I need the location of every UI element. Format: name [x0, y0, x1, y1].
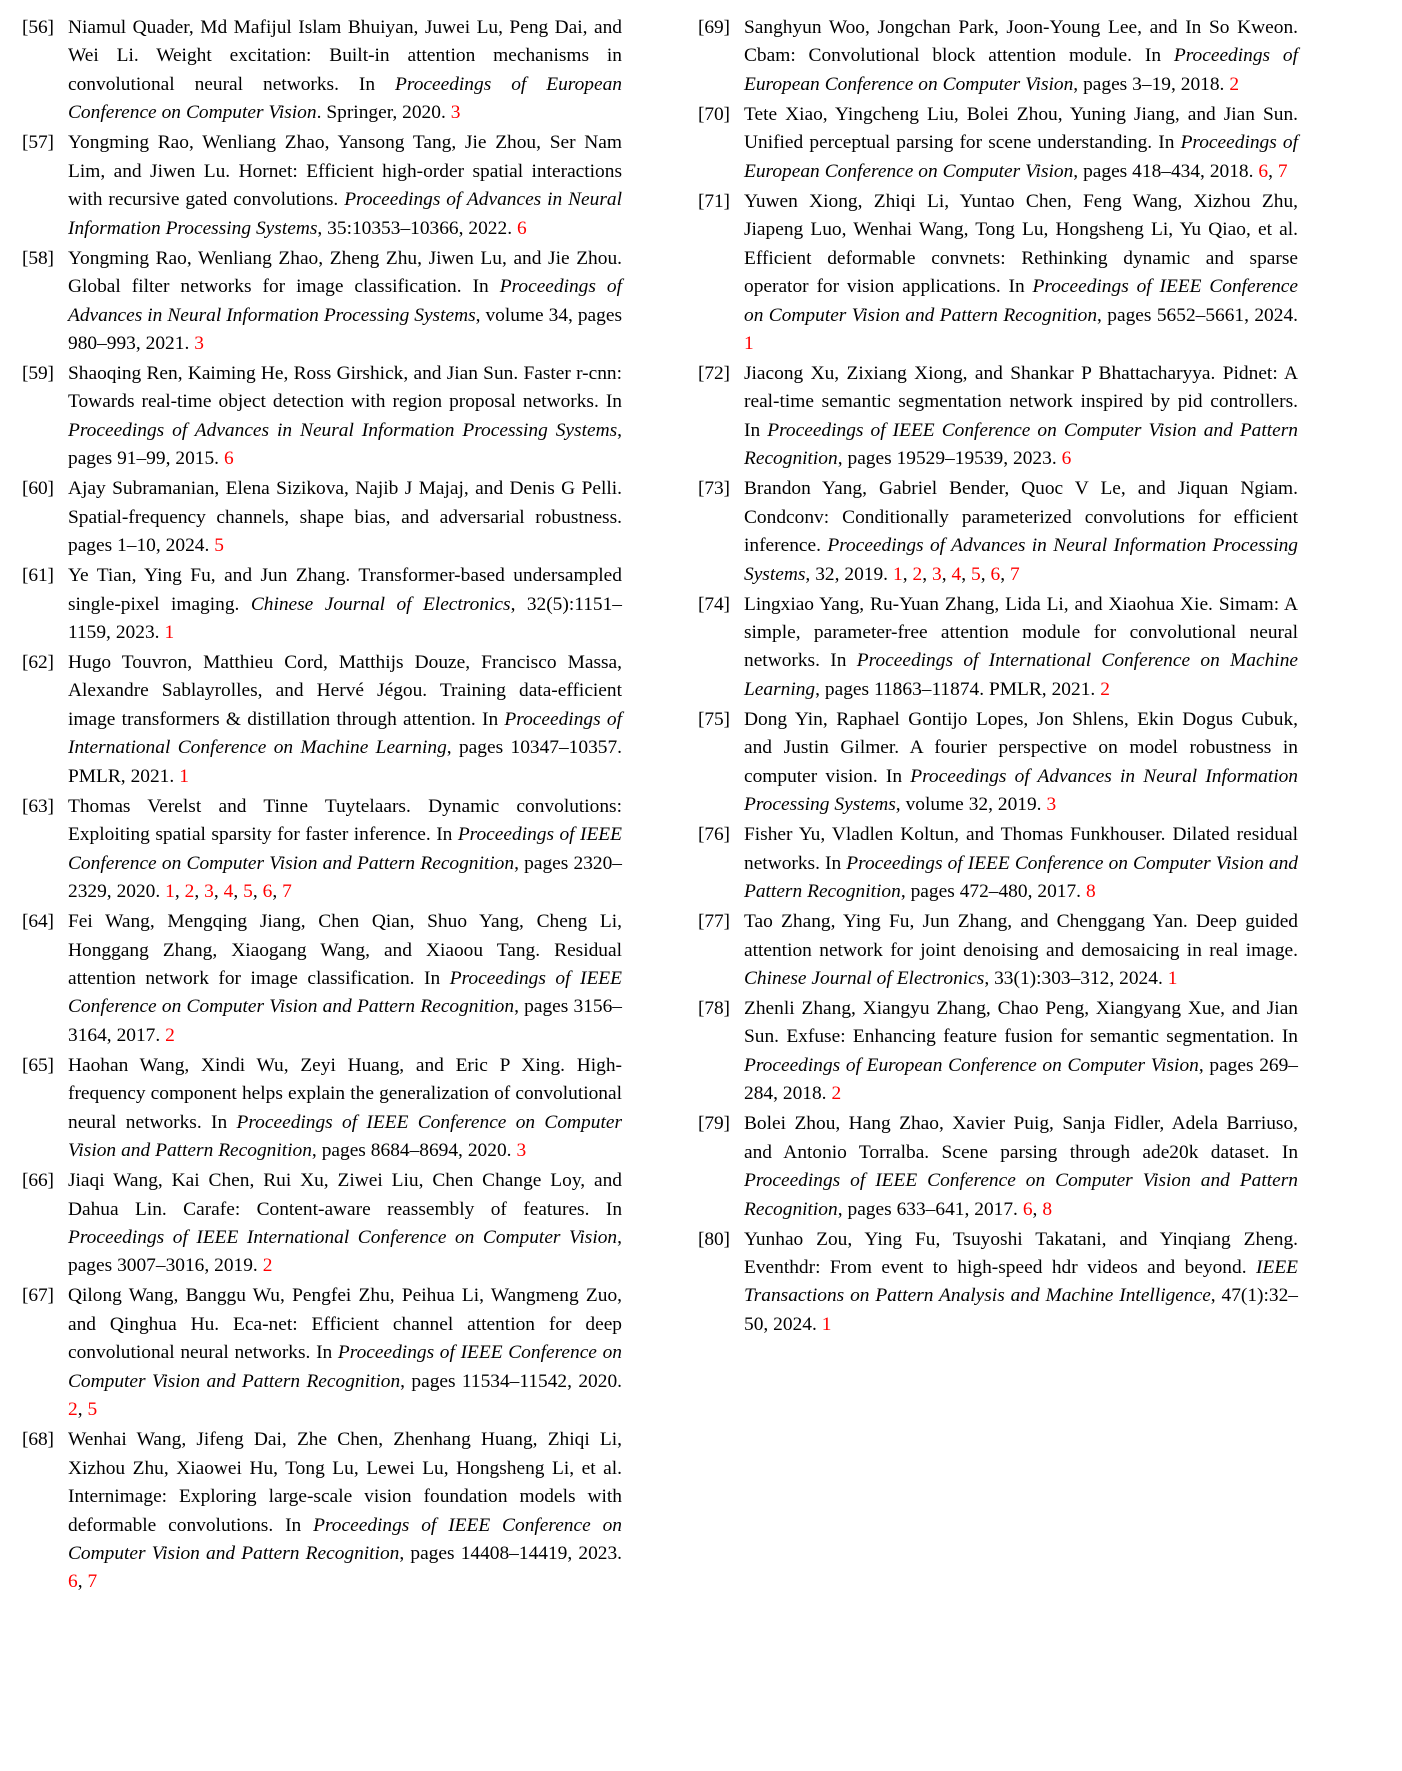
reference-text: [744, 14, 1298, 99]
reference-title: Dynamic convolutions: Exploiting spatial sparsity for faster inference.: [68, 795, 622, 846]
back-reference-separator: ,: [922, 563, 932, 585]
reference-venue-prefix: In: [825, 852, 842, 874]
back-reference-link[interactable]: 2: [831, 1083, 842, 1105]
bibliography-entry: [698, 591, 1298, 705]
back-reference-separator: ,: [194, 881, 205, 903]
reference-title: Weight excitation: Built-in attention mechanisms in convolutional neural networks.: [68, 45, 622, 95]
reference-authors: Ajay Subramanian, Elena Sizikova, Najib J Majaj, and Denis G Pelli.: [68, 478, 622, 500]
reference-suffix: , volume 34, pages 980–993, 2021.: [68, 304, 623, 354]
reference-text: [744, 101, 1298, 186]
reference-venue: Proceedings of IEEE Conference on Computer Vision and Pattern Recognition: [68, 824, 623, 874]
back-reference-link[interactable]: 2: [68, 1399, 78, 1421]
reference-number: [72]: [698, 362, 730, 384]
reference-venue: Chinese Journal of Electronics: [250, 593, 511, 615]
reference-text: [744, 1110, 1298, 1224]
back-reference-separator: ,: [272, 881, 283, 903]
reference-title: Spatial-frequency channels, shape bias, and adversarial robustness.: [68, 506, 622, 528]
reference-suffix: . Springer, 2020.: [316, 102, 446, 124]
reference-venue-prefix: In: [436, 824, 453, 846]
reference-number: [62]: [22, 651, 54, 673]
reference-authors: Dong Yin, Raphael Gontijo Lopes, Jon Shlens, Ekin Dogus Cubuk, and Justin Gilmer.: [744, 708, 1298, 759]
reference-venue: Proceedings of IEEE Conference on Computer Vision and Pattern Recognition: [68, 1111, 622, 1162]
back-reference-separator: ,: [174, 881, 185, 903]
reference-number: [79]: [698, 1113, 730, 1135]
back-reference-separator: ,: [213, 881, 224, 903]
reference-venue: Proceedings of Advances in Neural Information Processing Systems: [68, 276, 622, 326]
reference-venue-prefix: In: [605, 391, 622, 413]
reference-suffix: , pages 19529–19539, 2023.: [837, 448, 1057, 470]
back-reference-link[interactable]: 6: [1258, 160, 1269, 182]
back-reference-link[interactable]: 1: [165, 881, 175, 903]
bibliography-entry: [698, 101, 1298, 186]
reference-text: [68, 360, 622, 474]
back-reference-link[interactable]: 3: [194, 332, 204, 354]
reference-suffix: , pages 10347–10357. PMLR, 2021.: [68, 737, 622, 787]
reference-number: [78]: [698, 997, 730, 1019]
reference-title: Eca-net: Efficient channel attention for deep convolutional neural networks.: [68, 1313, 622, 1364]
reference-text: [744, 1226, 1298, 1340]
reference-text: [68, 14, 622, 128]
reference-venue: Proceedings of European Conference on Computer Vision: [68, 73, 622, 124]
back-reference-separator: ,: [233, 881, 244, 903]
bibliography-entry: [698, 188, 1298, 359]
reference-suffix: , pages 5652–5661, 2024.: [1097, 304, 1298, 326]
reference-venue-prefix: In: [1158, 132, 1175, 154]
reference-venue-prefix: In: [1281, 1141, 1299, 1163]
bibliography-entry: [22, 649, 622, 791]
reference-authors: Wenhai Wang, Jifeng Dai, Zhe Chen, Zhenhang Huang, Zhiqi Li, Xizhou Zhu, Xiaowei Hu, Tong Lu, Lewei Lu, Hongsheng Li, et al.: [68, 1429, 622, 1479]
reference-title: Deep guided attention network for joint denoising and demosaicing in real image.: [744, 911, 1299, 961]
reference-venue-prefix: In: [1281, 1026, 1298, 1048]
reference-authors: Qilong Wang, Banggu Wu, Pengfei Zhu, Peihua Li, Wangmeng Zuo, and Qinghua Hu.: [68, 1285, 622, 1335]
reference-venue-prefix: In: [424, 967, 441, 989]
reference-number: [67]: [22, 1285, 54, 1307]
back-reference-separator: ,: [1032, 1198, 1043, 1220]
back-reference-separator: ,: [252, 881, 263, 903]
reference-authors: Thomas Verelst and Tinne Tuytelaars.: [68, 795, 411, 817]
reference-suffix: , pages 11534–11542, 2020.: [400, 1370, 622, 1392]
back-reference-separator: ,: [77, 1399, 88, 1421]
reference-venue-prefix: In: [211, 1111, 228, 1133]
reference-venue-prefix: In: [316, 1342, 333, 1364]
reference-number: [76]: [698, 824, 730, 846]
left-column: [22, 14, 622, 1598]
back-reference-link[interactable]: 5: [243, 881, 253, 903]
reference-venue-prefix: In: [285, 1514, 302, 1536]
reference-authors: Zhenli Zhang, Xiangyu Zhang, Chao Peng, Xiangyang Xue, and Jian Sun.: [744, 997, 1298, 1048]
reference-suffix: , 33(1):303–312, 2024.: [984, 967, 1163, 989]
back-reference-link[interactable]: 7: [282, 881, 292, 903]
reference-venue-prefix: In: [482, 708, 499, 730]
reference-text: [68, 1426, 622, 1597]
reference-venue: Proceedings of European Conference on Computer Vision: [744, 45, 1299, 95]
reference-title: High-frequency component helps explain the generalization of convolutional neural networks.: [68, 1054, 622, 1133]
reference-suffix: , 35:10353–10366, 2022.: [317, 217, 513, 239]
reference-text: [68, 562, 622, 647]
reference-number: [73]: [698, 478, 730, 500]
reference-suffix: , pages 633–641, 2017.: [837, 1198, 1018, 1220]
reference-text: [68, 245, 622, 359]
reference-text: [744, 188, 1298, 359]
reference-authors: Tete Xiao, Yingcheng Liu, Bolei Zhou, Yuning Jiang, and Jian Sun.: [744, 103, 1298, 125]
reference-authors: Lingxiao Yang, Ru-Yuan Zhang, Lida Li, and Xiaohua Xie.: [744, 593, 1213, 615]
bibliography-entry: [698, 1226, 1298, 1340]
reference-suffix: , pages 14408–14419, 2023.: [399, 1543, 622, 1565]
reference-venue: Proceedings of IEEE International Conference on Computer Vision: [68, 1227, 618, 1249]
reference-title: Global filter networks for image classification.: [68, 276, 462, 298]
bibliography-entry: [22, 562, 622, 647]
reference-text: [744, 821, 1298, 906]
reference-text: [744, 706, 1298, 820]
reference-authors: Jiaqi Wang, Kai Chen, Rui Xu, Ziwei Liu, Chen Change Loy, and Dahua Lin.: [68, 1170, 622, 1220]
reference-text: [744, 908, 1298, 993]
back-reference-link[interactable]: 6: [1022, 1198, 1033, 1220]
reference-text: [744, 360, 1298, 474]
bibliography-entry: [698, 908, 1298, 993]
reference-text: [68, 475, 622, 560]
reference-title: Hornet: Efficient high-order spatial interactions with recursive gated convolutions.: [68, 160, 622, 211]
back-reference-link[interactable]: 1: [179, 765, 189, 787]
bibliography-entry: [22, 1426, 622, 1597]
reference-text: [68, 908, 622, 1050]
reference-venue-prefix: In: [1008, 276, 1025, 298]
back-reference-link[interactable]: 6: [990, 563, 1001, 585]
bibliography-entry: [698, 706, 1298, 820]
reference-title: Faster r-cnn: Towards real-time object detection with region proposal networks.: [68, 362, 622, 413]
back-reference-separator: ,: [980, 563, 991, 585]
back-reference-link[interactable]: 2: [912, 563, 923, 585]
reference-suffix: , 32, 2019.: [805, 563, 889, 585]
back-reference-link[interactable]: 5: [970, 563, 981, 585]
reference-venue: Proceedings of IEEE Conference on Computer Vision and Pattern Recognition: [744, 852, 1298, 903]
reference-number: [65]: [22, 1054, 54, 1076]
reference-suffix: , pages 3007–3016, 2019.: [68, 1227, 622, 1277]
reference-authors: Fisher Yu, Vladlen Koltun, and Thomas Funkhouser.: [744, 824, 1166, 846]
reference-title: Eventhdr: From event to high-speed hdr videos and beyond.: [744, 1256, 1247, 1278]
reference-suffix: , pages 91–99, 2015.: [68, 419, 622, 470]
reference-number: [74]: [698, 593, 730, 615]
back-reference-separator: ,: [77, 1571, 88, 1593]
bibliography-entry: [698, 360, 1298, 474]
back-reference-link[interactable]: 4: [223, 881, 234, 903]
back-reference-link[interactable]: 3: [450, 102, 461, 124]
reference-title: A fourier perspective on model robustness in computer vision.: [744, 737, 1298, 787]
reference-venue: Proceedings of Advances in Neural Information Processing Systems: [744, 535, 1298, 585]
reference-title: Cbam: Convolutional block attention module.: [744, 45, 1132, 67]
reference-venue: Chinese Journal of Electronics: [744, 967, 985, 989]
reference-number: [61]: [22, 565, 54, 587]
reference-authors: Hugo Touvron, Matthieu Cord, Matthijs Douze, Francisco Massa, Alexandre Sablayrolles, and Hervé Jégou.: [68, 651, 622, 702]
reference-number: [60]: [22, 478, 54, 500]
reference-number: [66]: [22, 1170, 54, 1192]
reference-number: [68]: [22, 1429, 54, 1451]
reference-venue: Proceedings of Advances in Neural Information Processing Systems: [744, 765, 1298, 816]
back-reference-link[interactable]: 7: [1277, 160, 1288, 182]
reference-number: [77]: [698, 911, 730, 933]
back-reference-link[interactable]: 2: [184, 881, 195, 903]
reference-suffix: , pages 8684–8694, 2020.: [311, 1140, 512, 1162]
reference-text: [68, 1282, 622, 1424]
reference-suffix: , pages 3156–3164, 2017.: [68, 996, 622, 1046]
reference-suffix: , 47(1):32–50, 2024.: [744, 1285, 1298, 1335]
back-reference-link[interactable]: 6: [517, 217, 527, 239]
reference-number: [71]: [698, 190, 730, 212]
reference-authors: Yongming Rao, Wenliang Zhao, Yansong Tang, Jie Zhou, Ser Nam Lim, and Jiwen Lu.: [68, 132, 622, 182]
reference-venue-prefix: In: [744, 419, 761, 441]
reference-venue-prefix: In: [358, 73, 376, 95]
back-reference-link[interactable]: 1: [821, 1313, 832, 1335]
reference-authors: Yongming Rao, Wenliang Zhao, Zheng Zhu, Jiwen Lu, and Jie Zhou.: [68, 247, 622, 269]
back-reference-link[interactable]: 6: [223, 448, 234, 470]
reference-venue-prefix: In: [1144, 45, 1162, 67]
back-reference-separator: ,: [1268, 160, 1278, 182]
reference-number: [58]: [22, 247, 54, 269]
reference-suffix: pages 1–10, 2024.: [68, 535, 210, 557]
reference-number: [63]: [22, 795, 54, 817]
reference-text: [68, 129, 622, 243]
reference-text: [68, 793, 622, 907]
bibliography-entry: [22, 1282, 622, 1424]
reference-text: [744, 591, 1298, 705]
reference-number: [70]: [698, 103, 730, 125]
reference-text: [744, 475, 1298, 589]
right-column: [698, 14, 1298, 1341]
reference-title: Exfuse: Enhancing feature fusion for semantic segmentation.: [786, 1026, 1275, 1048]
reference-title: Internimage: Exploring large-scale vision foundation models with deformable convolutions.: [68, 1486, 622, 1536]
reference-authors: Yuwen Xiong, Zhiqi Li, Yuntao Chen, Feng Wang, Xizhou Zhu, Jiapeng Luo, Wenhai Wang, Tong Lu, Hongsheng Li, Yu Qiao, et al.: [744, 190, 1298, 241]
reference-authors: Jiacong Xu, Zixiang Xiong, and Shankar P Bhattacharyya.: [744, 362, 1216, 384]
reference-venue: Proceedings of IEEE Conference on Computer Vision and Pattern Recognition: [744, 276, 1298, 326]
reference-venue: Proceedings of European Conference on Computer Vision: [744, 1054, 1199, 1076]
reference-authors: Shaoqing Ren, Kaiming He, Ross Girshick, and Jian Sun.: [68, 362, 519, 384]
reference-venue: Proceedings of International Conference on Machine Learning: [68, 708, 622, 759]
reference-title: Efficient deformable convnets: Rethinking dynamic and sparse operator for vision applications.: [744, 247, 1298, 298]
reference-number: [64]: [22, 911, 54, 933]
reference-title: Simam: A simple, parameter-free attention module for convolutional neural networks.: [744, 593, 1298, 672]
reference-title: Training data-efficient image transformers & distillation through attention.: [68, 680, 622, 730]
reference-authors: Tao Zhang, Ying Fu, Jun Zhang, and Chenggang Yan.: [744, 911, 1188, 933]
reference-venue: Proceedings of IEEE Conference on Computer Vision and Pattern Recognition: [744, 419, 1299, 470]
reference-venue: Proceedings of Advances in Neural Information Processing Systems: [68, 189, 622, 239]
reference-title: Dilated residual networks.: [744, 824, 1299, 874]
bibliography-entry: [22, 129, 622, 243]
reference-title: Transformer-based undersampled single-pixel imaging.: [68, 565, 622, 615]
reference-suffix: , pages 269–284, 2018.: [744, 1054, 1298, 1105]
back-reference-link[interactable]: 5: [87, 1399, 98, 1421]
bibliography-entry: [698, 475, 1298, 589]
reference-venue: Proceedings of Advances in Neural Information Processing Systems: [68, 419, 618, 441]
two-column-layout: [22, 14, 1380, 1598]
back-reference-separator: ,: [941, 563, 952, 585]
bibliography-entry: [22, 14, 622, 128]
back-reference-link[interactable]: 1: [892, 563, 903, 585]
back-reference-separator: ,: [1000, 563, 1010, 585]
reference-venue: Proceedings of IEEE Conference on Computer Vision and Pattern Recognition: [68, 1342, 622, 1392]
back-reference-separator: ,: [902, 563, 913, 585]
reference-authors: Haohan Wang, Xindi Wu, Zeyi Huang, and Eric P Xing.: [68, 1054, 566, 1076]
reference-number: [80]: [698, 1228, 730, 1250]
reference-venue: Proceedings of IEEE Conference on Computer Vision and Pattern Recognition: [68, 967, 622, 1018]
bibliography-entry: [22, 1167, 622, 1281]
back-reference-link[interactable]: 8: [1042, 1198, 1053, 1220]
reference-authors: Bolei Zhou, Hang Zhao, Xavier Puig, Sanja Fidler, Adela Barriuso, and Antonio Torralba.: [744, 1113, 1298, 1163]
reference-suffix: , pages 11863–11874. PMLR, 2021.: [815, 678, 1096, 700]
reference-title: Residual attention network for image classification.: [68, 939, 622, 989]
reference-number: [57]: [22, 132, 54, 154]
reference-title: Carafe: Content-aware reassembly of features.: [183, 1198, 590, 1220]
back-reference-link[interactable]: 2: [1229, 73, 1240, 95]
reference-suffix: , pages 418–434, 2018.: [1073, 160, 1254, 182]
bibliography-entry: [698, 821, 1298, 906]
reference-venue: Proceedings of IEEE Conference on Computer Vision and Pattern Recognition: [68, 1514, 622, 1565]
reference-venue-prefix: In: [885, 765, 903, 787]
back-reference-link[interactable]: 6: [1061, 448, 1072, 470]
bibliography-entry: [22, 908, 622, 1050]
reference-text: [744, 995, 1298, 1109]
bibliography-entry: [698, 14, 1298, 99]
back-reference-link[interactable]: 3: [931, 563, 942, 585]
back-reference-link[interactable]: 4: [951, 563, 962, 585]
reference-number: [75]: [698, 708, 730, 730]
reference-venue: Proceedings of International Conference on Machine Learning: [744, 650, 1298, 700]
bibliography-entry: [698, 995, 1298, 1109]
back-reference-link[interactable]: 2: [165, 1024, 175, 1046]
bibliography-entry: [22, 475, 622, 560]
back-reference-link[interactable]: 7: [1009, 563, 1020, 585]
reference-suffix: , pages 2320–2329, 2020.: [68, 852, 622, 903]
reference-title: Condconv: Conditionally parameterized convolutions for efficient inference.: [744, 506, 1298, 557]
reference-title: Unified perceptual parsing for scene understanding.: [744, 132, 1153, 154]
reference-authors: Brandon Yang, Gabriel Bender, Quoc V Le, and Jiquan Ngiam.: [744, 478, 1298, 500]
reference-authors: Fei Wang, Mengqing Jiang, Chen Qian, Shuo Yang, Cheng Li, Honggang Zhang, Xiaogang Wang, and Xiaoou Tang.: [68, 911, 622, 961]
back-reference-link[interactable]: 7: [87, 1571, 98, 1593]
reference-venue: Proceedings of IEEE Conference on Computer Vision and Pattern Recognition: [744, 1170, 1298, 1220]
back-reference-separator: ,: [961, 563, 971, 585]
reference-venue-prefix: In: [472, 276, 489, 298]
back-reference-link[interactable]: 6: [68, 1571, 78, 1593]
back-reference-link[interactable]: 1: [744, 332, 754, 354]
bibliography-entry: [22, 245, 622, 359]
back-reference-link[interactable]: 6: [262, 881, 273, 903]
bibliography-entry: [698, 1110, 1298, 1224]
back-reference-link[interactable]: 5: [214, 535, 224, 557]
back-reference-link[interactable]: 3: [204, 881, 214, 903]
back-reference-link[interactable]: 1: [164, 622, 175, 644]
reference-authors: Yunhao Zou, Ying Fu, Tsuyoshi Takatani, and Yinqiang Zheng.: [744, 1228, 1298, 1250]
reference-number: [56]: [22, 17, 54, 38]
reference-venue: Proceedings of European Conference on Computer Vision: [744, 132, 1298, 182]
bibliography-entry: [22, 793, 622, 907]
reference-title: Pidnet: A real-time semantic segmentation network inspired by pid controllers.: [744, 362, 1299, 413]
back-reference-link[interactable]: 8: [1085, 881, 1096, 903]
reference-text: [68, 1052, 622, 1166]
reference-suffix: , pages 3–19, 2018.: [1073, 73, 1225, 95]
reference-suffix: , 32(5):1151–1159, 2023.: [68, 593, 622, 644]
reference-venue: IEEE Transactions on Pattern Analysis and Machine Intelligence: [744, 1256, 1299, 1307]
reference-authors: Ye Tian, Ying Fu, and Jun Zhang.: [68, 565, 351, 587]
reference-text: [68, 649, 622, 791]
back-reference-link[interactable]: 1: [1167, 967, 1178, 989]
reference-number: [69]: [698, 17, 730, 38]
back-reference-link[interactable]: 3: [1046, 794, 1057, 816]
back-reference-link[interactable]: 2: [1100, 678, 1110, 700]
reference-suffix: , pages 472–480, 2017.: [900, 881, 1081, 903]
reference-suffix: , volume 32, 2019.: [895, 794, 1042, 816]
reference-text: [68, 1167, 622, 1281]
reference-venue-prefix: In: [830, 650, 847, 672]
reference-title: Scene parsing through ade20k dataset.: [941, 1141, 1270, 1163]
reference-authors: Sanghyun Woo, Jongchan Park, Joon-Young Lee, and In So Kweon.: [744, 17, 1298, 38]
bibliography-entry: [22, 1052, 622, 1166]
reference-venue-prefix: In: [605, 1198, 623, 1220]
back-reference-link[interactable]: 2: [262, 1255, 273, 1277]
bibliography-entry: [22, 360, 622, 474]
reference-number: [59]: [22, 362, 54, 384]
reference-authors: Niamul Quader, Md Mafijul Islam Bhuiyan, Juwei Lu, Peng Dai, and Wei Li.: [68, 17, 622, 67]
back-reference-link[interactable]: 3: [516, 1140, 527, 1162]
